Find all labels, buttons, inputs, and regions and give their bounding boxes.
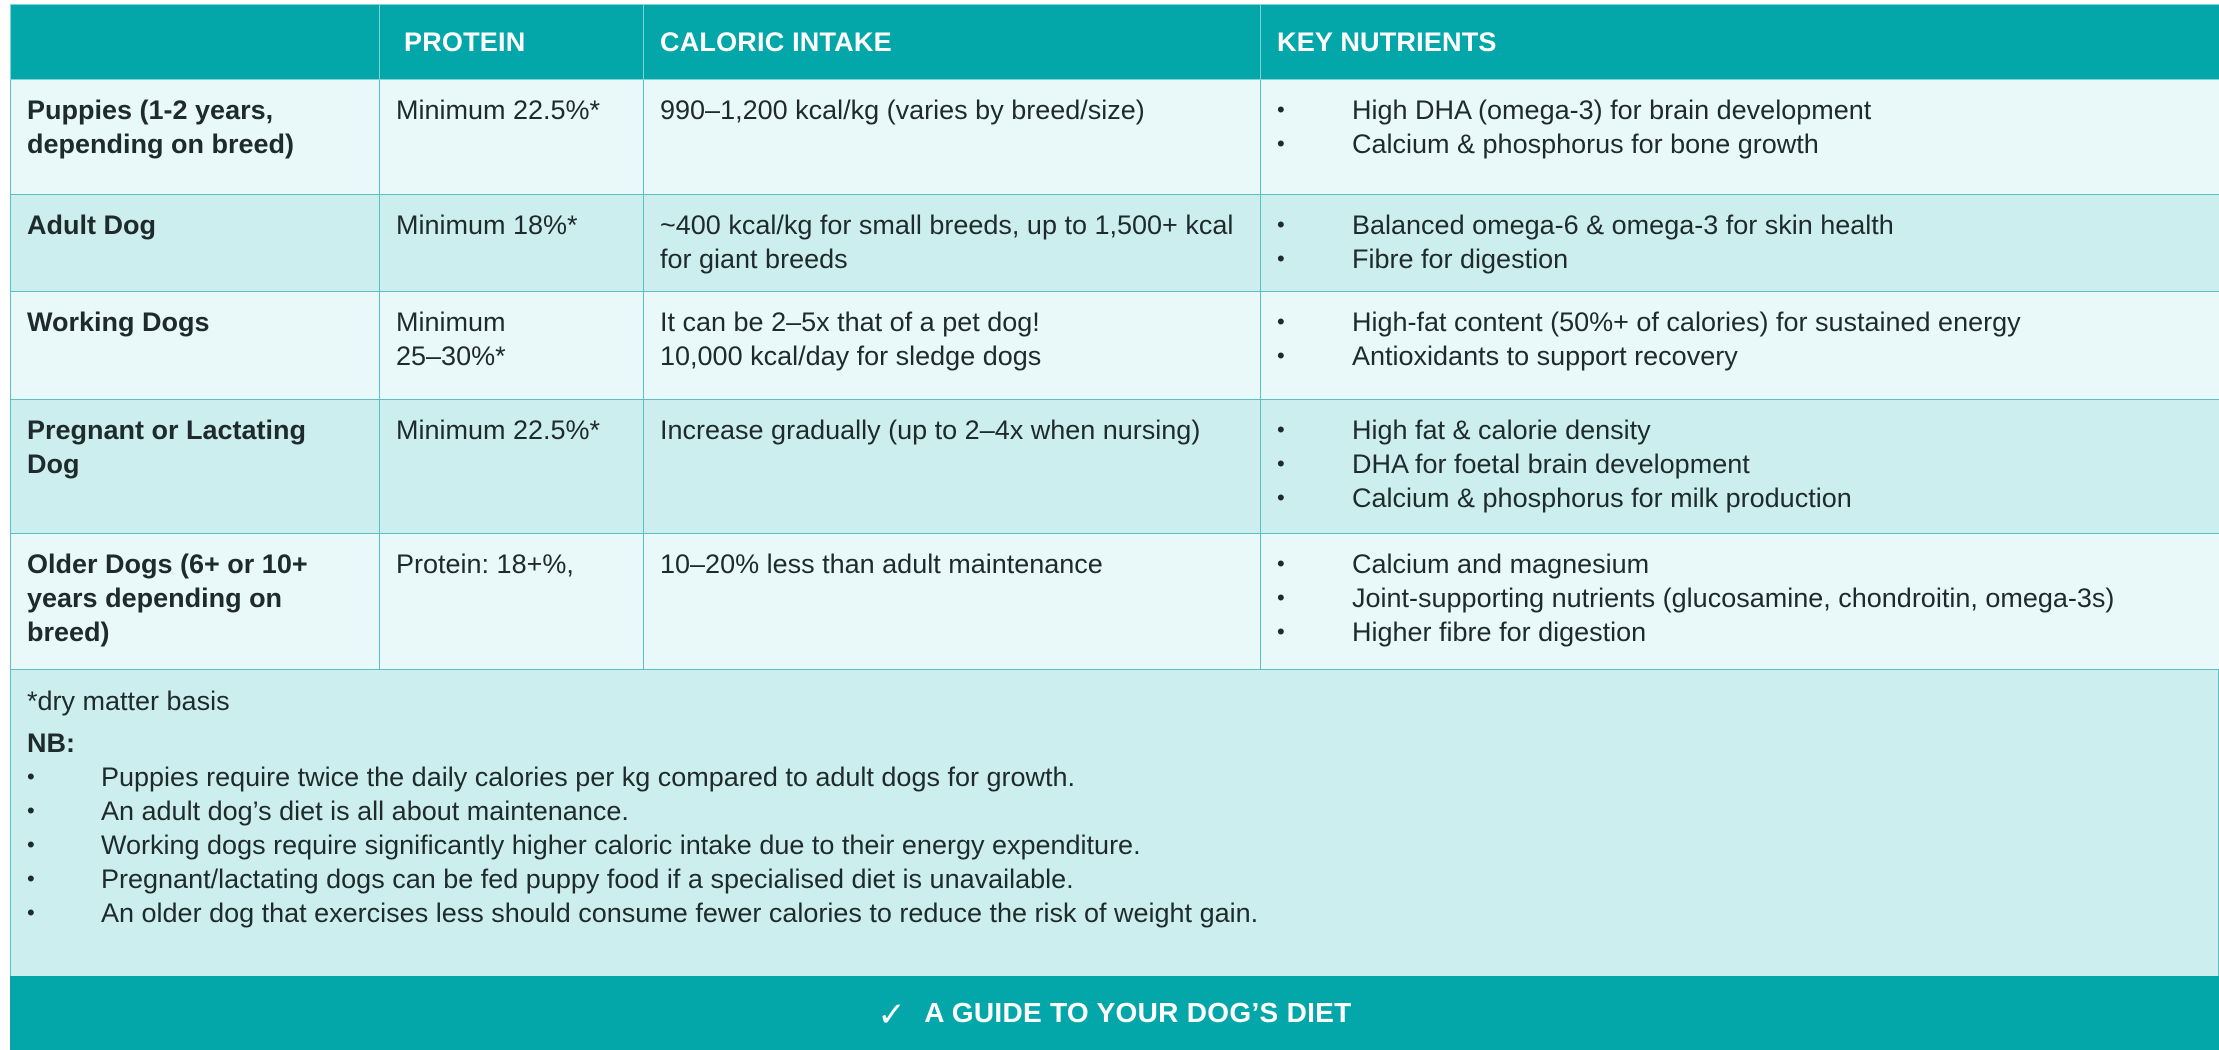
nutrients-cell — [1261, 400, 2219, 534]
table-row — [11, 195, 2219, 292]
table-row — [11, 534, 2219, 670]
list-item — [1277, 447, 2203, 481]
list-item — [11, 794, 2202, 828]
life-stage: Adult Dog — [11, 195, 380, 292]
footnote: *dry matter basis — [27, 684, 2202, 718]
list-item — [11, 828, 2202, 862]
nutrient-text: Joint-supporting nutrients (glucosamine, chondroitin, omega-3s) — [1352, 583, 2114, 613]
nutrient-text: High DHA (omega-3) for brain development — [1352, 95, 1871, 125]
protein-value: Minimum 22.5%* — [380, 400, 644, 534]
protein-line: Minimum — [396, 305, 627, 339]
table-row — [11, 292, 2219, 400]
nutrient-text: Higher fibre for digestion — [1352, 617, 1646, 647]
header-caloric-intake: CALORIC INTAKE — [644, 5, 1261, 80]
bullet-icon: • — [1277, 413, 1297, 447]
nutrient-text: Fibre for digestion — [1352, 244, 1568, 274]
caloric-line: 10,000 kcal/day for sledge dogs — [660, 339, 1244, 373]
table-header-row — [11, 5, 2219, 80]
list-item — [11, 896, 2202, 930]
protein-value: Minimum 22.5%* — [380, 80, 644, 195]
list-item — [1277, 305, 2203, 339]
bullet-icon: • — [1277, 547, 1297, 581]
diet-guide — [10, 4, 2219, 1024]
nutrient-list — [1277, 413, 2203, 515]
nutrient-text: Calcium & phosphorus for bone growth — [1352, 129, 1819, 159]
list-item — [1277, 93, 2203, 127]
nutrient-text: Calcium & phosphorus for milk production — [1352, 483, 1852, 513]
bullet-icon: • — [1277, 447, 1297, 481]
list-item — [1277, 581, 2203, 615]
protein-value: Minimum 18%* — [380, 195, 644, 292]
list-item — [1277, 339, 2203, 373]
list-item — [1277, 413, 2203, 447]
nb-text: Working dogs require significantly higher caloric intake due to their energy expenditure. — [101, 830, 1141, 860]
nb-list — [11, 760, 2202, 930]
protein-line: 25–30%* — [396, 339, 627, 373]
nutrients-cell — [1261, 80, 2219, 195]
header-empty — [11, 5, 380, 80]
list-item — [11, 862, 2202, 896]
nb-title: NB: — [27, 726, 2202, 760]
table-row — [11, 400, 2219, 534]
life-stage: Working Dogs — [11, 292, 380, 400]
nutrient-text: High fat & calorie density — [1352, 415, 1651, 445]
life-stage: Older Dogs (6+ or 10+ years depending on breed) — [11, 534, 380, 670]
list-item — [1277, 547, 2203, 581]
protein-value: Protein: 18+%, — [380, 534, 644, 670]
bullet-icon: • — [1277, 481, 1297, 515]
nutrient-text: Balanced omega-6 & omega-3 for skin health — [1352, 210, 1894, 240]
nutrients-cell — [1261, 292, 2219, 400]
list-item — [1277, 242, 2203, 276]
list-item — [1277, 481, 2203, 515]
notes-section — [10, 670, 2219, 976]
nutrient-text: Antioxidants to support recovery — [1352, 341, 1738, 371]
caloric-value: 10–20% less than adult maintenance — [644, 534, 1261, 670]
bullet-icon: • — [1277, 615, 1297, 649]
caloric-value: ~400 kcal/kg for small breeds, up to 1,500+ kcal for giant breeds — [644, 195, 1261, 292]
caloric-value: Increase gradually (up to 2–4x when nursing) — [644, 400, 1261, 534]
protein-value — [380, 292, 644, 400]
list-item — [11, 760, 2202, 794]
nutrient-text: High-fat content (50%+ of calories) for sustained energy — [1352, 307, 2021, 337]
bullet-icon: • — [1277, 339, 1297, 373]
nutrient-text: DHA for foetal brain development — [1352, 449, 1750, 479]
bullet-icon: • — [27, 794, 35, 828]
nb-text: An adult dog’s diet is all about maintenance. — [101, 796, 629, 826]
nb-text: Pregnant/lactating dogs can be fed puppy food if a specialised diet is unavailable. — [101, 864, 1074, 894]
caloric-value — [644, 292, 1261, 400]
bullet-icon: • — [1277, 127, 1297, 161]
bullet-icon: • — [1277, 93, 1297, 127]
banner-title: A GUIDE TO YOUR DOG’S DIET — [924, 997, 1351, 1029]
nutrient-list — [1277, 547, 2203, 649]
nutrient-text: Calcium and magnesium — [1352, 549, 1649, 579]
bullet-icon: • — [1277, 581, 1297, 615]
list-item — [1277, 615, 2203, 649]
nutrient-list — [1277, 305, 2203, 373]
bullet-icon: • — [1277, 208, 1297, 242]
list-item — [1277, 127, 2203, 161]
nb-text: Puppies require twice the daily calories per kg compared to adult dogs for growth. — [101, 762, 1075, 792]
life-stage: Puppies (1-2 years, depending on breed) — [11, 80, 380, 195]
guide-banner — [10, 976, 2219, 1050]
caloric-value: 990–1,200 kcal/kg (varies by breed/size) — [644, 80, 1261, 195]
checkmark-icon: ✓ — [877, 995, 906, 1035]
diet-table — [10, 4, 2219, 670]
bullet-icon: • — [1277, 305, 1297, 339]
nutrients-cell — [1261, 195, 2219, 292]
bullet-icon: • — [1277, 242, 1297, 276]
bullet-icon: • — [27, 828, 35, 862]
bullet-icon: • — [27, 760, 35, 794]
header-protein: PROTEIN — [380, 5, 644, 80]
header-key-nutrients: KEY NUTRIENTS — [1261, 5, 2219, 80]
nb-text: An older dog that exercises less should consume fewer calories to reduce the risk of weight gain. — [101, 898, 1258, 928]
life-stage: Pregnant or Lactating Dog — [11, 400, 380, 534]
nutrients-cell — [1261, 534, 2219, 670]
bullet-icon: • — [27, 862, 35, 896]
caloric-line: It can be 2–5x that of a pet dog! — [660, 305, 1244, 339]
bullet-icon: • — [27, 896, 35, 930]
table-row — [11, 80, 2219, 195]
nutrient-list — [1277, 208, 2203, 276]
nutrient-list — [1277, 93, 2203, 161]
list-item — [1277, 208, 2203, 242]
